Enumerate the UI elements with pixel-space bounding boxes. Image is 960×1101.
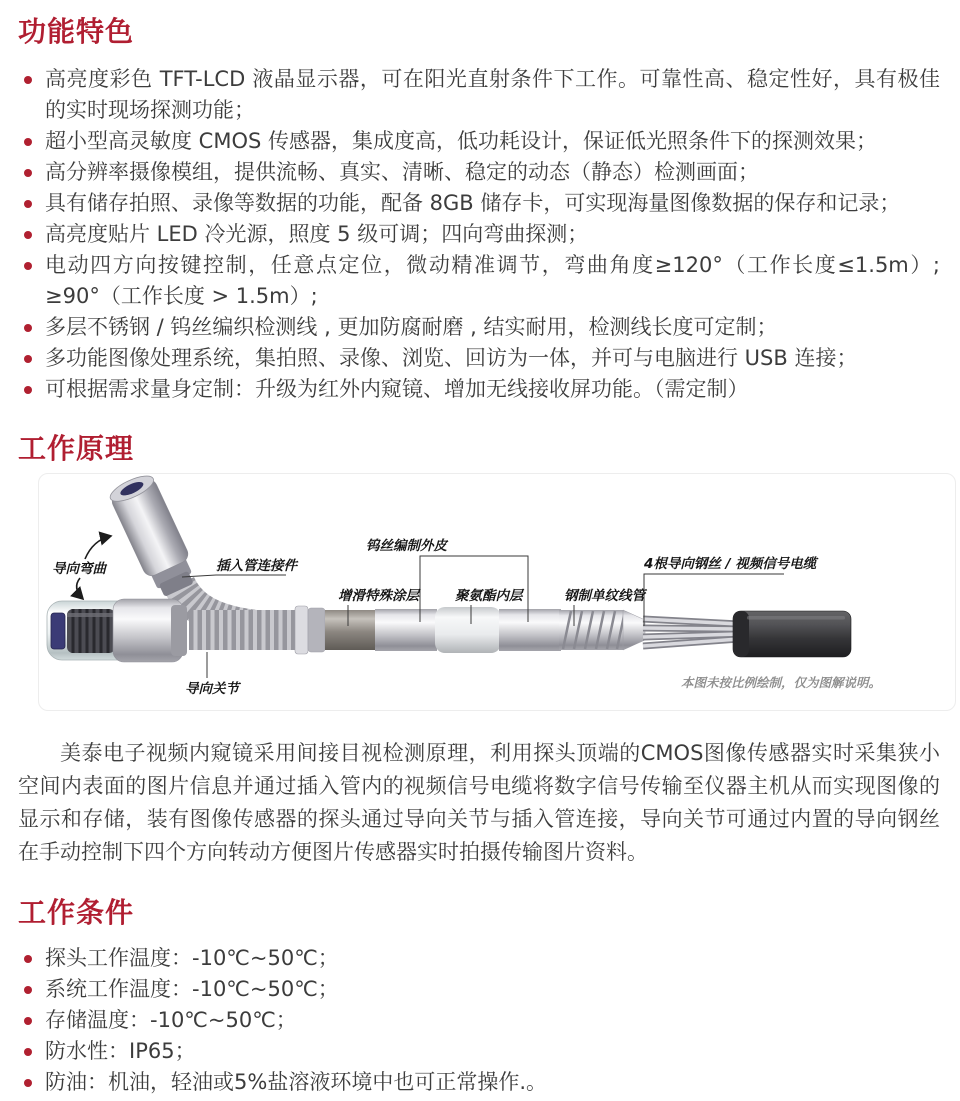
feature-text: 高分辨率摄像模组，提供流畅、真实、清晰、稳定的动态（静态）检测画面； <box>45 160 759 184</box>
features-title: 功能特色 <box>18 15 135 48</box>
condition-item <box>18 1005 940 1036</box>
tube-taper <box>623 610 645 650</box>
condition-item <box>18 974 940 1005</box>
features-section <box>18 16 940 405</box>
feature-item <box>18 64 940 126</box>
guide-wires <box>643 619 739 646</box>
feature-text: 高亮度彩色 TFT-LCD 液晶显示器，可在阳光直射条件下工作。可靠性高、稳定性好，具有极佳的实时现场探测功能； <box>45 67 940 122</box>
condition-text: 探头工作温度：-10℃~50℃； <box>45 946 339 970</box>
steel-spiral-tube <box>559 610 625 650</box>
endoscope-diagram-svg <box>39 474 955 710</box>
probe-tip-bent <box>107 474 201 600</box>
bullet-icon <box>24 138 32 146</box>
conditions-title: 工作条件 <box>18 896 135 929</box>
coating-segment <box>325 610 375 650</box>
label-steel-tube: 钢制单纹线管 <box>564 588 645 604</box>
bullet-icon <box>24 1079 32 1087</box>
feature-text: 电动四方向按键控制，任意点定位，微动精准调节，弯曲角度≥120°（工作长度≤1.5m）; ≥90°（工作长度 > 1.5m）; <box>45 253 940 308</box>
label-wires: 4根导向钢丝 / 视频信号电缆 <box>644 556 817 572</box>
bullet-icon <box>24 231 32 239</box>
feature-item <box>18 126 940 157</box>
feature-item <box>18 343 940 374</box>
braid-segment <box>499 609 561 651</box>
braid-segment <box>375 609 437 651</box>
principle-paragraph: 美泰电子视频内窥镜采用间接目视检测原理，利用探头顶端的CMOS图像传感器实时采集狭小空间内表面的图片信息并通过插入管内的视频信号电缆将数字信号传输至仪器主机从而实现图像的显示和存储，装有图像传感器的探头通过导向关节与插入管连接，导向关节可通过内置的导向钢丝在手动控制下四个方向转动方便图片传感器实时拍摄传输图片资料。 <box>18 741 940 864</box>
condition-text: 防水性：IP65； <box>45 1039 196 1063</box>
feature-item <box>18 374 940 405</box>
bullet-icon <box>24 76 32 84</box>
bullet-icon <box>24 986 32 994</box>
label-inner: 聚氨酯内层 <box>455 588 523 604</box>
tube-collar <box>295 606 325 654</box>
condition-item <box>18 943 940 974</box>
principle-title: 工作原理 <box>18 432 135 465</box>
bullet-icon <box>24 386 32 394</box>
principle-section <box>18 433 940 869</box>
endoscope-diagram <box>38 473 956 711</box>
feature-item <box>18 188 940 219</box>
features-list <box>18 64 940 405</box>
camera-lens <box>51 613 65 649</box>
condition-item <box>18 1067 940 1098</box>
label-braid: 钨丝编制外皮 <box>366 538 447 554</box>
feature-item <box>18 157 940 188</box>
condition-text: 防油：机油，轻油或5%盐溶液环境中也可正常操作.。 <box>45 1070 547 1094</box>
feature-text: 多功能图像处理系统，集拍照、录像、浏览、回访为一体，并可与电脑进行 USB 连接； <box>45 346 858 370</box>
condition-text: 系统工作温度：-10℃~50℃； <box>45 977 339 1001</box>
bullet-icon <box>24 324 32 332</box>
polyurethane-segment <box>435 607 501 653</box>
bullet-icon <box>24 169 32 177</box>
bullet-icon <box>24 262 32 270</box>
conditions-list <box>18 943 940 1098</box>
video-cable <box>733 611 851 657</box>
conditions-section <box>18 897 940 1098</box>
insertion-tube <box>325 607 561 653</box>
probe-head <box>47 599 187 662</box>
bullet-icon <box>24 1048 32 1056</box>
feature-item <box>18 219 940 250</box>
bullet-icon <box>24 355 32 363</box>
feature-text: 多层不锈钢 / 钨丝编织检测线 , 更加防腐耐磨 , 结实耐用，检测线长度可定制； <box>45 315 778 339</box>
feature-item <box>18 312 940 343</box>
condition-text: 存储温度：-10℃~50℃； <box>45 1008 297 1032</box>
label-joint: 导向关节 <box>185 681 239 697</box>
bullet-icon <box>24 1017 32 1025</box>
bullet-icon <box>24 200 32 208</box>
feature-text: 可根据需求量身定制：升级为红外内窥镜、增加无线接收屏功能。（需定制） <box>45 377 749 401</box>
feature-text: 高亮度贴片 LED 冷光源，照度 5 级可调；四向弯曲探测； <box>45 222 589 246</box>
label-coating: 增滑特殊涂层 <box>338 588 419 604</box>
label-connector: 插入管连接件 <box>216 558 297 574</box>
feature-text: 超小型高灵敏度 CMOS 传感器，集成度高，低功耗设计，保证低光照条件下的探测效果； <box>45 129 877 153</box>
diagram-note: 本图未按比例绘制，仅为图解说明。 <box>681 675 882 690</box>
condition-item <box>18 1036 940 1067</box>
feature-text: 具有储存拍照、录像等数据的功能，配备 8GB 储存卡，可实现海量图像数据的保存和记录； <box>45 191 901 215</box>
bullet-icon <box>24 955 32 963</box>
label-bend: 导向弯曲 <box>52 561 106 577</box>
feature-item <box>18 250 940 312</box>
